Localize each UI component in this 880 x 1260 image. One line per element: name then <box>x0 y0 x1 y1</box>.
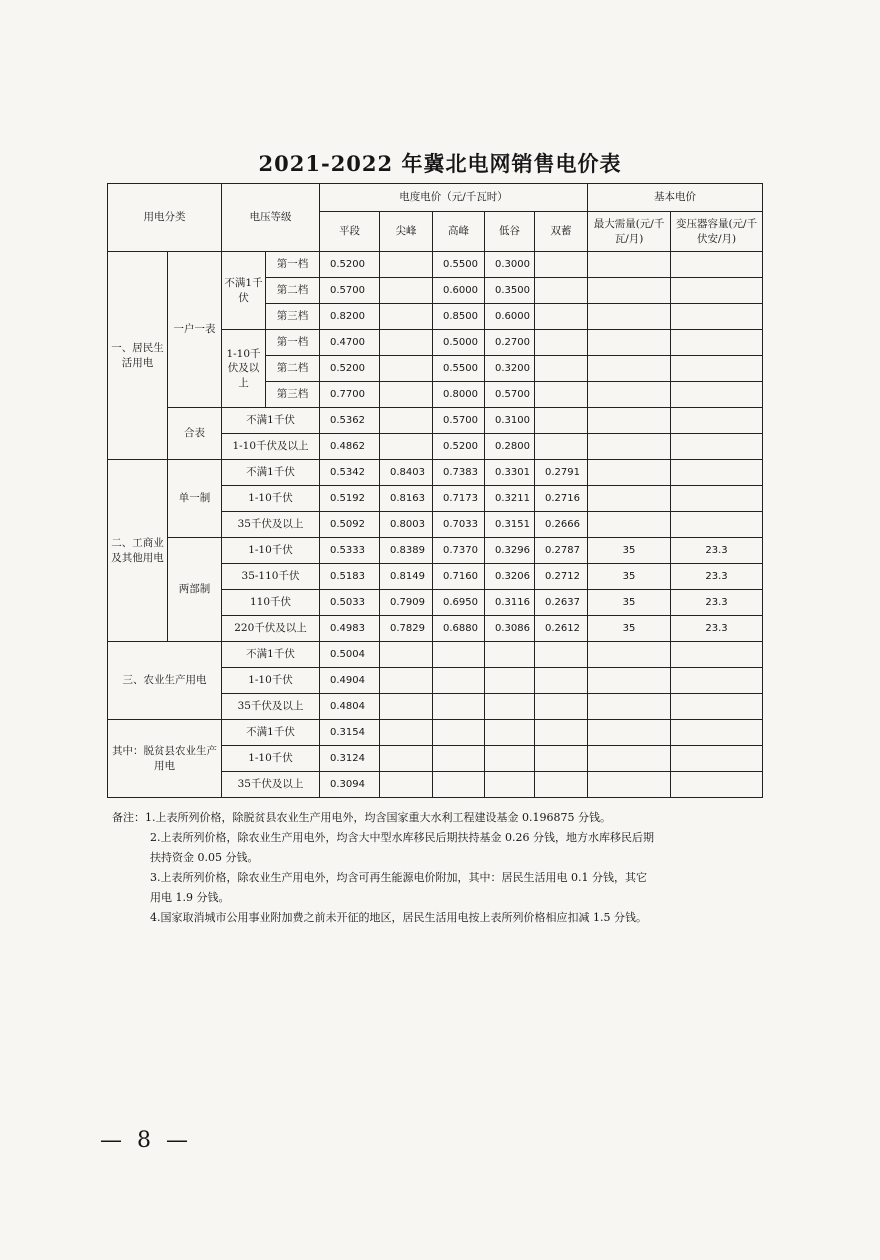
storage-cell <box>535 642 588 668</box>
header-basic-price: 基本电价 <box>588 184 763 212</box>
valley-cell: 0.3151 <box>485 512 535 538</box>
voltage-label: 不满1千伏 <box>222 720 320 746</box>
header-sharp: 尖峰 <box>380 212 433 252</box>
max-demand-cell <box>588 746 671 772</box>
flat-cell: 0.5183 <box>320 564 380 590</box>
voltage-label: 1-10千伏及以上 <box>222 434 320 460</box>
max-demand-cell <box>588 642 671 668</box>
flat-cell: 0.5200 <box>320 252 380 278</box>
table-row <box>108 720 763 746</box>
peak-cell: 0.6950 <box>433 590 485 616</box>
transformer-cell <box>671 304 763 330</box>
max-demand-cell <box>588 330 671 356</box>
flat-cell: 0.5700 <box>320 278 380 304</box>
sharp-cell: 0.8389 <box>380 538 433 564</box>
flat-cell: 0.8200 <box>320 304 380 330</box>
max-demand-cell <box>588 668 671 694</box>
valley-cell: 0.3296 <box>485 538 535 564</box>
flat-cell: 0.5342 <box>320 460 380 486</box>
peak-cell: 0.5500 <box>433 356 485 382</box>
transformer-cell <box>671 720 763 746</box>
max-demand-cell <box>588 356 671 382</box>
note-2-continued: 扶持资金 0.05 分钱。 <box>150 851 259 864</box>
header-category: 用电分类 <box>108 184 222 252</box>
flat-cell: 0.4862 <box>320 434 380 460</box>
header-transformer: 变压器容量(元/千伏安/月) <box>671 212 763 252</box>
sharp-cell <box>380 694 433 720</box>
tier-label: 第三档 <box>266 382 320 408</box>
sharp-cell <box>380 434 433 460</box>
valley-cell: 0.3500 <box>485 278 535 304</box>
combined-label: 合表 <box>168 408 222 460</box>
flat-cell: 0.5333 <box>320 538 380 564</box>
max-demand-cell <box>588 382 671 408</box>
table-row <box>108 252 763 278</box>
sharp-cell <box>380 330 433 356</box>
sharp-cell <box>380 668 433 694</box>
voltage-label: 1-10千伏 <box>222 746 320 772</box>
valley-cell <box>485 746 535 772</box>
note-4: 4.国家取消城市公用事业附加费之前未开征的地区，居民生活用电按上表所列价格相应扣减 1.5 分钱。 <box>150 911 647 924</box>
sharp-cell: 0.8403 <box>380 460 433 486</box>
max-demand-cell: 35 <box>588 538 671 564</box>
max-demand-cell <box>588 694 671 720</box>
note-1: 备注：1.上表所列价格，除脱贫县农业生产用电外，均含国家重大水利工程建设基金 0.196875 分钱。 <box>112 811 611 824</box>
max-demand-cell: 35 <box>588 564 671 590</box>
flat-cell: 0.5004 <box>320 642 380 668</box>
page-number: — 8 — <box>100 1128 192 1153</box>
flat-cell: 0.3094 <box>320 772 380 798</box>
storage-cell <box>535 252 588 278</box>
peak-cell: 0.5000 <box>433 330 485 356</box>
valley-cell: 0.6000 <box>485 304 535 330</box>
storage-cell <box>535 668 588 694</box>
lt1kv-label: 不满1千伏 <box>222 252 266 330</box>
table-row <box>108 408 763 434</box>
peak-cell: 0.7383 <box>433 460 485 486</box>
storage-cell: 0.2716 <box>535 486 588 512</box>
valley-cell <box>485 694 535 720</box>
valley-cell: 0.3206 <box>485 564 535 590</box>
storage-cell: 0.2787 <box>535 538 588 564</box>
storage-cell <box>535 356 588 382</box>
transformer-cell <box>671 278 763 304</box>
valley-cell: 0.3301 <box>485 460 535 486</box>
storage-cell <box>535 304 588 330</box>
valley-cell: 0.5700 <box>485 382 535 408</box>
transformer-cell <box>671 642 763 668</box>
sharp-cell: 0.8003 <box>380 512 433 538</box>
peak-cell: 0.5700 <box>433 408 485 434</box>
transformer-cell <box>671 356 763 382</box>
max-demand-cell: 35 <box>588 590 671 616</box>
peak-cell: 0.6880 <box>433 616 485 642</box>
voltage-label: 不满1千伏 <box>222 642 320 668</box>
transformer-cell: 23.3 <box>671 564 763 590</box>
header-flat: 平段 <box>320 212 380 252</box>
two-part-label: 两部制 <box>168 538 222 642</box>
peak-cell <box>433 642 485 668</box>
max-demand-cell <box>588 772 671 798</box>
tier-label: 第二档 <box>266 356 320 382</box>
transformer-cell: 23.3 <box>671 590 763 616</box>
flat-cell: 0.5192 <box>320 486 380 512</box>
transformer-cell <box>671 486 763 512</box>
max-demand-cell <box>588 408 671 434</box>
voltage-label: 35千伏及以上 <box>222 512 320 538</box>
sharp-cell <box>380 252 433 278</box>
flat-cell: 0.5362 <box>320 408 380 434</box>
residential-label: 一、居民生活用电 <box>108 252 168 460</box>
header-energy-price: 电度电价（元/千瓦时） <box>320 184 588 212</box>
table-row <box>108 460 763 486</box>
transformer-cell <box>671 746 763 772</box>
table-row <box>108 538 763 564</box>
transformer-cell <box>671 772 763 798</box>
storage-cell: 0.2791 <box>535 460 588 486</box>
max-demand-cell <box>588 460 671 486</box>
sharp-cell <box>380 772 433 798</box>
kv1-10-label: 1-10千伏及以上 <box>222 330 266 408</box>
storage-cell <box>535 772 588 798</box>
transformer-cell <box>671 668 763 694</box>
storage-cell: 0.2666 <box>535 512 588 538</box>
storage-cell <box>535 382 588 408</box>
transformer-cell: 23.3 <box>671 538 763 564</box>
sharp-cell <box>380 278 433 304</box>
peak-cell <box>433 746 485 772</box>
flat-cell: 0.4804 <box>320 694 380 720</box>
peak-cell: 0.7173 <box>433 486 485 512</box>
transformer-cell <box>671 460 763 486</box>
storage-cell <box>535 694 588 720</box>
valley-cell <box>485 772 535 798</box>
sharp-cell: 0.7909 <box>380 590 433 616</box>
sharp-cell <box>380 304 433 330</box>
valley-cell: 0.2800 <box>485 434 535 460</box>
peak-cell: 0.8000 <box>433 382 485 408</box>
flat-cell: 0.7700 <box>320 382 380 408</box>
peak-cell: 0.7370 <box>433 538 485 564</box>
tier-label: 第一档 <box>266 330 320 356</box>
flat-cell: 0.3154 <box>320 720 380 746</box>
transformer-cell <box>671 434 763 460</box>
storage-cell <box>535 408 588 434</box>
peak-cell: 0.5200 <box>433 434 485 460</box>
peak-cell <box>433 772 485 798</box>
notes <box>112 808 762 928</box>
voltage-label: 1-10千伏 <box>222 668 320 694</box>
voltage-label: 1-10千伏 <box>222 538 320 564</box>
storage-cell <box>535 746 588 772</box>
sharp-cell: 0.7829 <box>380 616 433 642</box>
note-3: 3.上表所列价格，除农业生产用电外，均含可再生能源电价附加，其中：居民生活用电 0.1 分钱，其它 <box>150 871 647 884</box>
voltage-label: 220千伏及以上 <box>222 616 320 642</box>
sharp-cell <box>380 642 433 668</box>
sharp-cell: 0.8149 <box>380 564 433 590</box>
peak-cell: 0.5500 <box>433 252 485 278</box>
max-demand-cell <box>588 252 671 278</box>
flat-cell: 0.5200 <box>320 356 380 382</box>
flat-cell: 0.4904 <box>320 668 380 694</box>
commercial-label: 二、工商业及其他用电 <box>108 460 168 642</box>
max-demand-cell <box>588 304 671 330</box>
voltage-label: 35-110千伏 <box>222 564 320 590</box>
voltage-label: 1-10千伏 <box>222 486 320 512</box>
peak-cell <box>433 720 485 746</box>
tier-label: 第二档 <box>266 278 320 304</box>
valley-cell: 0.2700 <box>485 330 535 356</box>
note-2: 2.上表所列价格，除农业生产用电外，均含大中型水库移民后期扶持基金 0.26 分钱，地方水库移民后期 <box>150 831 654 844</box>
storage-cell: 0.2612 <box>535 616 588 642</box>
single-label: 单一制 <box>168 460 222 538</box>
transformer-cell <box>671 694 763 720</box>
transformer-cell <box>671 512 763 538</box>
voltage-label: 110千伏 <box>222 590 320 616</box>
header-row <box>108 184 763 212</box>
voltage-label: 35千伏及以上 <box>222 694 320 720</box>
transformer-cell <box>671 408 763 434</box>
valley-cell: 0.3000 <box>485 252 535 278</box>
tier-label: 第一档 <box>266 252 320 278</box>
max-demand-cell <box>588 278 671 304</box>
peak-cell: 0.8500 <box>433 304 485 330</box>
header-valley: 低谷 <box>485 212 535 252</box>
storage-cell <box>535 720 588 746</box>
header-voltage: 电压等级 <box>222 184 320 252</box>
transformer-cell <box>671 252 763 278</box>
flat-cell: 0.4700 <box>320 330 380 356</box>
storage-cell <box>535 434 588 460</box>
max-demand-cell <box>588 720 671 746</box>
valley-cell: 0.3100 <box>485 408 535 434</box>
valley-cell <box>485 642 535 668</box>
one-meter-label: 一户一表 <box>168 252 222 408</box>
sharp-cell <box>380 746 433 772</box>
flat-cell: 0.4983 <box>320 616 380 642</box>
peak-cell: 0.7160 <box>433 564 485 590</box>
voltage-label: 不满1千伏 <box>222 460 320 486</box>
storage-cell <box>535 278 588 304</box>
valley-cell: 0.3200 <box>485 356 535 382</box>
flat-cell: 0.3124 <box>320 746 380 772</box>
transformer-cell <box>671 330 763 356</box>
valley-cell: 0.3086 <box>485 616 535 642</box>
agriculture-label: 三、农业生产用电 <box>108 642 222 720</box>
peak-cell <box>433 668 485 694</box>
header-peak: 高峰 <box>433 212 485 252</box>
page-title: 2021-2022 年冀北电网销售电价表 <box>258 151 622 176</box>
sharp-cell <box>380 356 433 382</box>
transformer-cell <box>671 382 763 408</box>
voltage-label: 35千伏及以上 <box>222 772 320 798</box>
max-demand-cell: 35 <box>588 616 671 642</box>
peak-cell: 0.7033 <box>433 512 485 538</box>
flat-cell: 0.5092 <box>320 512 380 538</box>
storage-cell: 0.2637 <box>535 590 588 616</box>
sharp-cell: 0.8163 <box>380 486 433 512</box>
poverty-label: 其中：脱贫县农业生产用电 <box>108 720 222 798</box>
sharp-cell <box>380 408 433 434</box>
electricity-price-table <box>107 183 763 798</box>
voltage-label: 不满1千伏 <box>222 408 320 434</box>
valley-cell: 0.3116 <box>485 590 535 616</box>
max-demand-cell <box>588 434 671 460</box>
tier-label: 第三档 <box>266 304 320 330</box>
table-row <box>108 642 763 668</box>
storage-cell: 0.2712 <box>535 564 588 590</box>
header-storage: 双蓄 <box>535 212 588 252</box>
storage-cell <box>535 330 588 356</box>
sharp-cell <box>380 382 433 408</box>
valley-cell: 0.3211 <box>485 486 535 512</box>
valley-cell <box>485 720 535 746</box>
header-max-demand: 最大需量(元/千瓦/月) <box>588 212 671 252</box>
note-3-continued: 用电 1.9 分钱。 <box>150 891 230 904</box>
max-demand-cell <box>588 512 671 538</box>
peak-cell: 0.6000 <box>433 278 485 304</box>
transformer-cell: 23.3 <box>671 616 763 642</box>
max-demand-cell <box>588 486 671 512</box>
peak-cell <box>433 694 485 720</box>
flat-cell: 0.5033 <box>320 590 380 616</box>
valley-cell <box>485 668 535 694</box>
sharp-cell <box>380 720 433 746</box>
